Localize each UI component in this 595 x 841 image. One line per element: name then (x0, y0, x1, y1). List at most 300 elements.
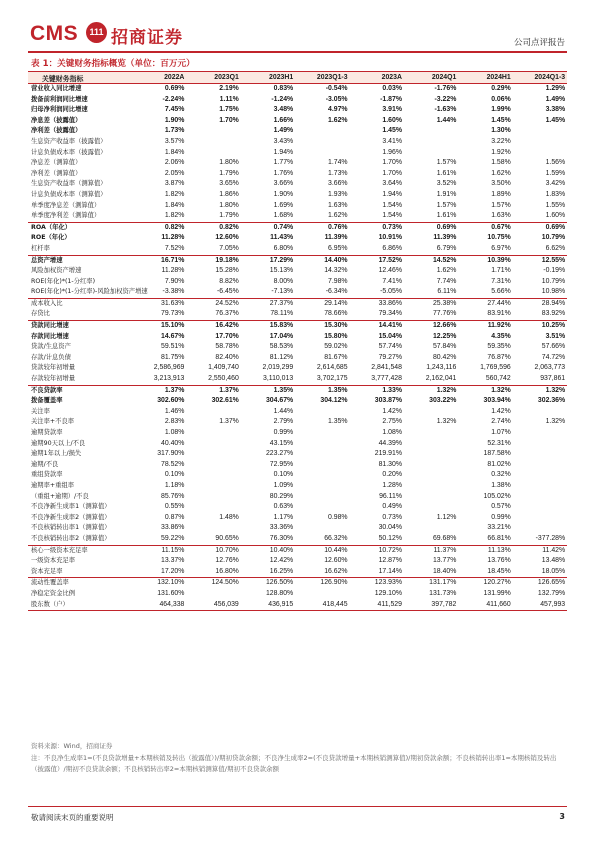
row-label: 归母净利润同比增速 (31, 106, 88, 114)
table-cell: 15.30% (295, 321, 349, 332)
table-cell: 1.54% (382, 212, 402, 220)
table-cell: 1.37% (132, 385, 186, 396)
table-cell: 81.02% (487, 460, 511, 468)
table-cell: 57.84% (432, 343, 457, 351)
table-cell: 33.86% (161, 524, 185, 532)
table-cell: 74.72% (541, 353, 566, 361)
table-cell: 1.96% (382, 148, 402, 156)
table-cell: 187.58% (483, 450, 511, 458)
table-cell: 13.48% (541, 557, 566, 565)
table-cell: -7.13% (271, 288, 294, 296)
row-label: 流动性覆盖率 (28, 578, 132, 589)
table-cell: 15.80% (324, 332, 348, 340)
table-cell: 17.70% (215, 332, 239, 340)
table-cell (295, 137, 349, 148)
row-label: ROE(年化)*(1-分红率) (31, 277, 96, 285)
table-cell (186, 137, 240, 148)
table-cell: 33.21% (487, 524, 511, 532)
row-label: 拨备前利润同比增速 (31, 95, 88, 103)
table-cell (404, 407, 458, 418)
table-cell: 10.79% (541, 277, 566, 285)
table-cell: 83.92% (541, 310, 566, 318)
table-row (28, 298, 567, 309)
table-cell: 80.42% (432, 353, 457, 361)
table-cell: 3.42% (545, 180, 566, 188)
row-label: 逾期90天以上/不良 (31, 439, 86, 447)
table-cell: 11.92% (458, 321, 512, 332)
table-row (28, 600, 567, 611)
table-cell: 0.73% (382, 513, 402, 521)
table-cell: 28.94% (513, 298, 567, 309)
table-cell: 1.12% (436, 513, 457, 521)
table-cell: 12.76% (215, 557, 239, 565)
table-row (28, 396, 567, 407)
table-cell: 10.70% (186, 545, 240, 556)
table-cell: 0.82% (186, 222, 240, 233)
table-cell: 11.39% (433, 234, 457, 242)
table-cell: 1.55% (545, 201, 566, 209)
table-cell: 131.17% (404, 578, 458, 589)
row-label: 逾期贷款率 (31, 429, 63, 436)
column-header-period: 2022A (132, 72, 186, 84)
row-label: 存款较年初增量 (31, 375, 76, 383)
table-cell (186, 460, 240, 471)
table-cell: 1.46% (164, 407, 185, 415)
table-row (28, 179, 567, 190)
table-cell: 19.18% (186, 255, 240, 266)
table-cell: 10.40% (241, 545, 295, 556)
table-cell: 0.69% (404, 222, 458, 233)
table-cell: 1.54% (382, 201, 402, 209)
table-cell: 1.91% (436, 190, 457, 198)
table-cell: 15.28% (215, 267, 239, 275)
table-cell: 1.84% (164, 201, 185, 209)
table-row (28, 244, 567, 255)
table-row (28, 513, 567, 524)
table-cell: 8.82% (219, 277, 239, 285)
table-cell (186, 439, 240, 450)
table-cell (404, 523, 458, 534)
table-cell: 14.41% (350, 321, 404, 332)
table-cell: -3.38% (162, 288, 185, 296)
table-cell: -1.24% (271, 95, 294, 103)
row-label: 贷款/生息资产 (31, 343, 71, 351)
column-header-period: 2023H1 (241, 72, 295, 84)
table-row (28, 342, 567, 353)
table-cell (295, 428, 349, 439)
row-label: 一级资本充足率 (31, 557, 76, 565)
table-cell: -1.76% (434, 85, 457, 92)
table-cell (513, 137, 567, 148)
page-number: 3 (559, 812, 565, 821)
table-cell: 126.50% (241, 578, 295, 589)
table-cell: 6.80% (273, 244, 294, 252)
table-row (28, 481, 567, 492)
table-cell (404, 126, 458, 137)
table-cell: 1.94% (273, 148, 294, 156)
table-row (28, 148, 567, 159)
table-cell: 14.40% (295, 255, 349, 266)
table-row (28, 556, 567, 567)
table-cell: 1.17% (273, 513, 294, 521)
table-cell: 937,861 (540, 375, 566, 383)
company-name: 招商证券 (111, 28, 183, 48)
table-cell: 397,782 (404, 600, 458, 611)
table-row (28, 105, 567, 116)
table-cell: 1.09% (273, 481, 294, 489)
table-cell (186, 407, 240, 418)
table-cell: 1.29% (545, 85, 566, 92)
table-row (28, 428, 567, 439)
table-cell: 14.67% (161, 332, 185, 340)
table-cell: 11.43% (270, 234, 294, 242)
table-cell: 0.69% (164, 85, 185, 92)
table-cell: 16.71% (132, 255, 186, 266)
table-cell: 13.77% (432, 557, 457, 565)
table-cell: 3,213,913 (153, 375, 185, 383)
table-cell: 1.35% (241, 385, 295, 396)
table-cell: 3.50% (491, 180, 511, 188)
table-cell: 3.43% (273, 137, 294, 145)
table-cell: 303.22% (429, 397, 457, 405)
table-cell: 2,019,299 (262, 364, 294, 372)
table-cell: 1.61% (436, 212, 457, 220)
table-cell: 1.08% (164, 429, 185, 436)
table-cell: 76.87% (487, 353, 511, 361)
table-cell: 58.78% (215, 343, 239, 351)
table-cell: 1.94% (382, 190, 402, 198)
table-cell: 1.37% (219, 418, 239, 426)
table-row (28, 116, 567, 127)
table-cell: 317.90% (157, 450, 185, 458)
table-cell: 3.48% (273, 106, 294, 114)
table-cell: 27.44% (458, 298, 512, 309)
table-cell: 132.10% (132, 578, 186, 589)
table-cell (404, 148, 458, 159)
table-cell (513, 481, 567, 492)
footer-divider (28, 806, 567, 807)
table-cell: 3.57% (164, 137, 185, 145)
table-cell: 1.42% (491, 407, 511, 415)
table-cell: 3.87% (164, 180, 185, 188)
table-cell: 1,769,596 (480, 364, 511, 372)
table-cell: 3.65% (219, 180, 239, 188)
table-cell: 29.14% (295, 298, 349, 309)
table-row (28, 374, 567, 385)
table-cell: 2,063,773 (534, 364, 566, 372)
table-cell: 1.76% (273, 169, 294, 177)
table-cell: 1,409,740 (208, 364, 239, 372)
table-cell: 0.69% (513, 222, 567, 233)
table-cell: 131.60% (157, 589, 185, 597)
table-cell: 1.07% (491, 429, 511, 436)
table-cell: 15.83% (241, 321, 295, 332)
table-cell: 11.39% (324, 234, 348, 242)
row-label: 关注率+不良率 (31, 418, 75, 426)
table-cell: 13.37% (161, 557, 185, 565)
table-row (28, 190, 567, 201)
table-cell: 302.60% (157, 397, 185, 405)
table-cell (295, 502, 349, 513)
column-header-period: 2024Q1 (404, 72, 458, 84)
data-source: 资料来源：Wind，招商证券 (31, 742, 113, 750)
table-cell: 13.76% (487, 557, 511, 565)
table-cell: 1.57% (436, 201, 457, 209)
table-cell: 11.37% (404, 545, 458, 556)
row-label: 单季度净利差（测算值） (31, 212, 101, 220)
table-cell: 411,660 (458, 600, 512, 611)
table-cell: 83.91% (487, 310, 511, 318)
table-cell: 10.75% (487, 234, 511, 242)
table-cell (186, 470, 240, 481)
table-cell: 1.30% (491, 127, 511, 135)
table-cell (295, 492, 349, 503)
table-cell: 10.91% (378, 234, 402, 242)
table-cell: 2,841,548 (371, 364, 402, 372)
table-cell: 0.03% (382, 85, 402, 92)
table-cell: 3.38% (545, 106, 566, 114)
table-cell: 6.97% (491, 244, 511, 252)
table-cell: 1.70% (382, 169, 402, 177)
table-row (28, 578, 567, 589)
table-cell: 78.66% (324, 310, 348, 318)
row-label: 单季度净息差（测算值） (31, 201, 101, 209)
table-cell: 1,243,116 (426, 364, 457, 372)
table-cell: 30.04% (378, 524, 402, 532)
table-header-row (28, 72, 567, 84)
table-cell: 1.90% (273, 190, 294, 198)
table-cell: 59.51% (161, 343, 185, 351)
table-cell: 1.32% (404, 385, 458, 396)
table-row (28, 470, 567, 481)
table-cell: 1.32% (545, 418, 566, 426)
table-cell: 0.76% (295, 222, 349, 233)
table-cell: 1.70% (382, 159, 402, 167)
table-cell: -6.34% (325, 288, 348, 296)
table-cell: 3.22% (491, 137, 511, 145)
table-cell: 1.74% (328, 159, 348, 167)
table-cell: 1.57% (491, 201, 511, 209)
table-cell: 8.00% (273, 277, 294, 285)
table-cell: 17.29% (241, 255, 295, 266)
table-cell: -377.28% (535, 534, 566, 542)
table-cell: 11.28% (161, 267, 185, 275)
table-cell: 1.79% (219, 212, 239, 220)
table-cell: 2.05% (164, 169, 185, 177)
table-cell (513, 407, 567, 418)
table-cell: 3.64% (382, 180, 402, 188)
table-cell: 10.72% (350, 545, 404, 556)
column-header-period: 2023Q1 (186, 72, 240, 84)
table-cell: 1.93% (328, 190, 348, 198)
row-label: 净利差（测算值） (31, 169, 82, 177)
table-cell: 2.79% (273, 418, 294, 426)
table-cell: 1.83% (545, 190, 566, 198)
table-cell (404, 428, 458, 439)
table-cell: 1.49% (545, 95, 566, 103)
table-cell: 0.74% (241, 222, 295, 233)
table-cell: 66.32% (324, 534, 348, 542)
table-row (28, 201, 567, 212)
table-cell (513, 460, 567, 471)
table-cell: 1.58% (491, 159, 511, 167)
logo-mark-icon: 111 (86, 22, 107, 43)
table-cell: 2.75% (382, 418, 402, 426)
table-cell: 0.83% (273, 85, 294, 92)
table-cell: 59.35% (487, 343, 511, 351)
table-cell: 10.44% (295, 545, 349, 556)
table-cell: 77.76% (432, 310, 457, 318)
table-cell: -5.05% (380, 288, 402, 296)
table-row (28, 523, 567, 534)
table-cell: 1.63% (328, 201, 348, 209)
table-row (28, 95, 567, 106)
table-cell (404, 481, 458, 492)
table-cell: 0.55% (164, 503, 185, 511)
table-cell: 1.69% (273, 201, 294, 209)
table-cell: 1.45% (491, 116, 511, 124)
row-label: （重组+逾期）/不良 (31, 492, 89, 500)
column-header-period: 2023A (350, 72, 404, 84)
table-row (28, 137, 567, 148)
table-cell: 1.99% (491, 106, 511, 114)
table-cell (513, 428, 567, 439)
table-cell: 0.99% (491, 513, 511, 521)
table-cell: 4.97% (328, 106, 348, 114)
table-cell (404, 439, 458, 450)
table-row (28, 439, 567, 450)
table-cell: 223.27% (265, 450, 294, 458)
table-cell: 66.81% (487, 534, 511, 542)
table-cell (186, 481, 240, 492)
table-cell: 1.84% (164, 148, 185, 156)
table-cell (186, 502, 240, 513)
table-cell: -1.87% (380, 95, 402, 103)
table-cell: 6.79% (436, 244, 457, 252)
row-label: 生息资产收益率（测算值） (31, 180, 107, 188)
table-cell (186, 492, 240, 503)
table-cell: 16.62% (324, 567, 348, 575)
table-cell: 79.34% (378, 310, 402, 318)
table-cell: 90.65% (215, 534, 239, 542)
table-cell: 1.18% (164, 481, 185, 489)
table-cell (295, 449, 349, 460)
table-cell: 436,915 (241, 600, 295, 611)
table-cell: 0.73% (350, 222, 404, 233)
table-cell (295, 460, 349, 471)
table-cell (404, 470, 458, 481)
table-cell: 58.53% (269, 343, 294, 351)
table-cell: 1.73% (164, 127, 185, 135)
table-cell: 1.89% (491, 190, 511, 198)
table-cell: 43.15% (269, 439, 294, 447)
table-cell: 3,777,428 (371, 375, 402, 383)
table-cell: 1.57% (436, 159, 457, 167)
column-header-period: 2023Q1-3 (295, 72, 349, 84)
table-row (28, 589, 567, 600)
table-cell: 3.41% (382, 137, 402, 145)
table-cell: 1.77% (273, 159, 294, 167)
table-cell: 3.52% (436, 180, 457, 188)
table-cell: 7.98% (328, 277, 348, 285)
table-cell: 1.62% (328, 212, 348, 220)
table-cell: 303.87% (374, 397, 402, 405)
table-cell: 96.11% (379, 492, 402, 500)
column-header-period: 2024Q1-3 (513, 72, 567, 84)
table-cell: 1.75% (219, 106, 239, 114)
table-cell: 124.50% (186, 578, 240, 589)
table-cell: 0.82% (132, 222, 186, 233)
table-cell: 14.52% (404, 255, 458, 266)
table-cell: 0.29% (491, 85, 511, 92)
table-cell: 1.37% (186, 385, 240, 396)
table-row (28, 222, 567, 233)
table-cell: -0.54% (325, 85, 348, 92)
table-cell: 15.13% (269, 267, 294, 275)
table-cell: 11.15% (132, 545, 186, 556)
table-cell: 2.06% (164, 159, 185, 167)
table-cell: 11.28% (161, 234, 185, 242)
table-cell: 132.79% (537, 589, 566, 597)
table-cell: 4.35% (491, 332, 511, 340)
row-label: 贷款同比增速 (28, 321, 132, 332)
table-cell: 18.40% (432, 567, 457, 575)
table-cell: 52.31% (487, 439, 511, 447)
table-cell: 3,110,013 (263, 375, 294, 383)
table-cell: 0.57% (491, 503, 511, 511)
table-cell: 10.79% (541, 234, 566, 242)
table-cell: 6.86% (382, 244, 402, 252)
row-label: 逾期率+重组率 (31, 481, 75, 489)
table-cell: 1.33% (350, 385, 404, 396)
financial-indicators-table (28, 71, 567, 611)
column-header-indicator: 关键财务指标 (28, 72, 132, 84)
table-cell: 81.67% (324, 353, 348, 361)
table-cell: 17.52% (350, 255, 404, 266)
table-cell: 302.61% (211, 397, 239, 405)
table-cell: 59.02% (324, 343, 348, 351)
table-cell: 1.32% (458, 385, 512, 396)
table-cell: -3.22% (434, 95, 457, 103)
table-cell: 15.04% (378, 332, 402, 340)
footer-disclaimer: 敬请阅读末页的重要说明 (31, 813, 114, 822)
table-cell: 7.45% (164, 106, 185, 114)
row-label: 总资产增速 (28, 255, 132, 266)
table-cell: 11.42% (513, 545, 567, 556)
table-cell: 1.71% (491, 267, 511, 275)
table-cell: 1.68% (273, 212, 294, 220)
table-cell: -6.45% (216, 288, 239, 296)
row-label: 逾期/不良 (31, 460, 59, 468)
row-label: 核心一级资本充足率 (28, 545, 132, 556)
header-divider (28, 51, 567, 53)
table-cell: 17.14% (378, 567, 402, 575)
table-cell: 7.52% (164, 244, 185, 252)
table-cell: 1.35% (295, 385, 349, 396)
table-title: 表 1：关键财务指标概览（单位：百万元） (31, 59, 195, 69)
table-cell: 7.31% (491, 277, 511, 285)
table-cell: 5.66% (491, 288, 511, 296)
table-cell: 3.51% (545, 332, 566, 340)
row-label: 存款同比增速 (31, 332, 69, 340)
table-cell: 12.66% (404, 321, 458, 332)
table-cell: 1.35% (328, 418, 348, 426)
table-row (28, 84, 567, 95)
row-label: 存贷比 (31, 310, 50, 318)
table-cell: 1.63% (491, 212, 511, 220)
table-cell: -2.24% (162, 95, 185, 103)
table-cell: 3.91% (382, 106, 402, 114)
